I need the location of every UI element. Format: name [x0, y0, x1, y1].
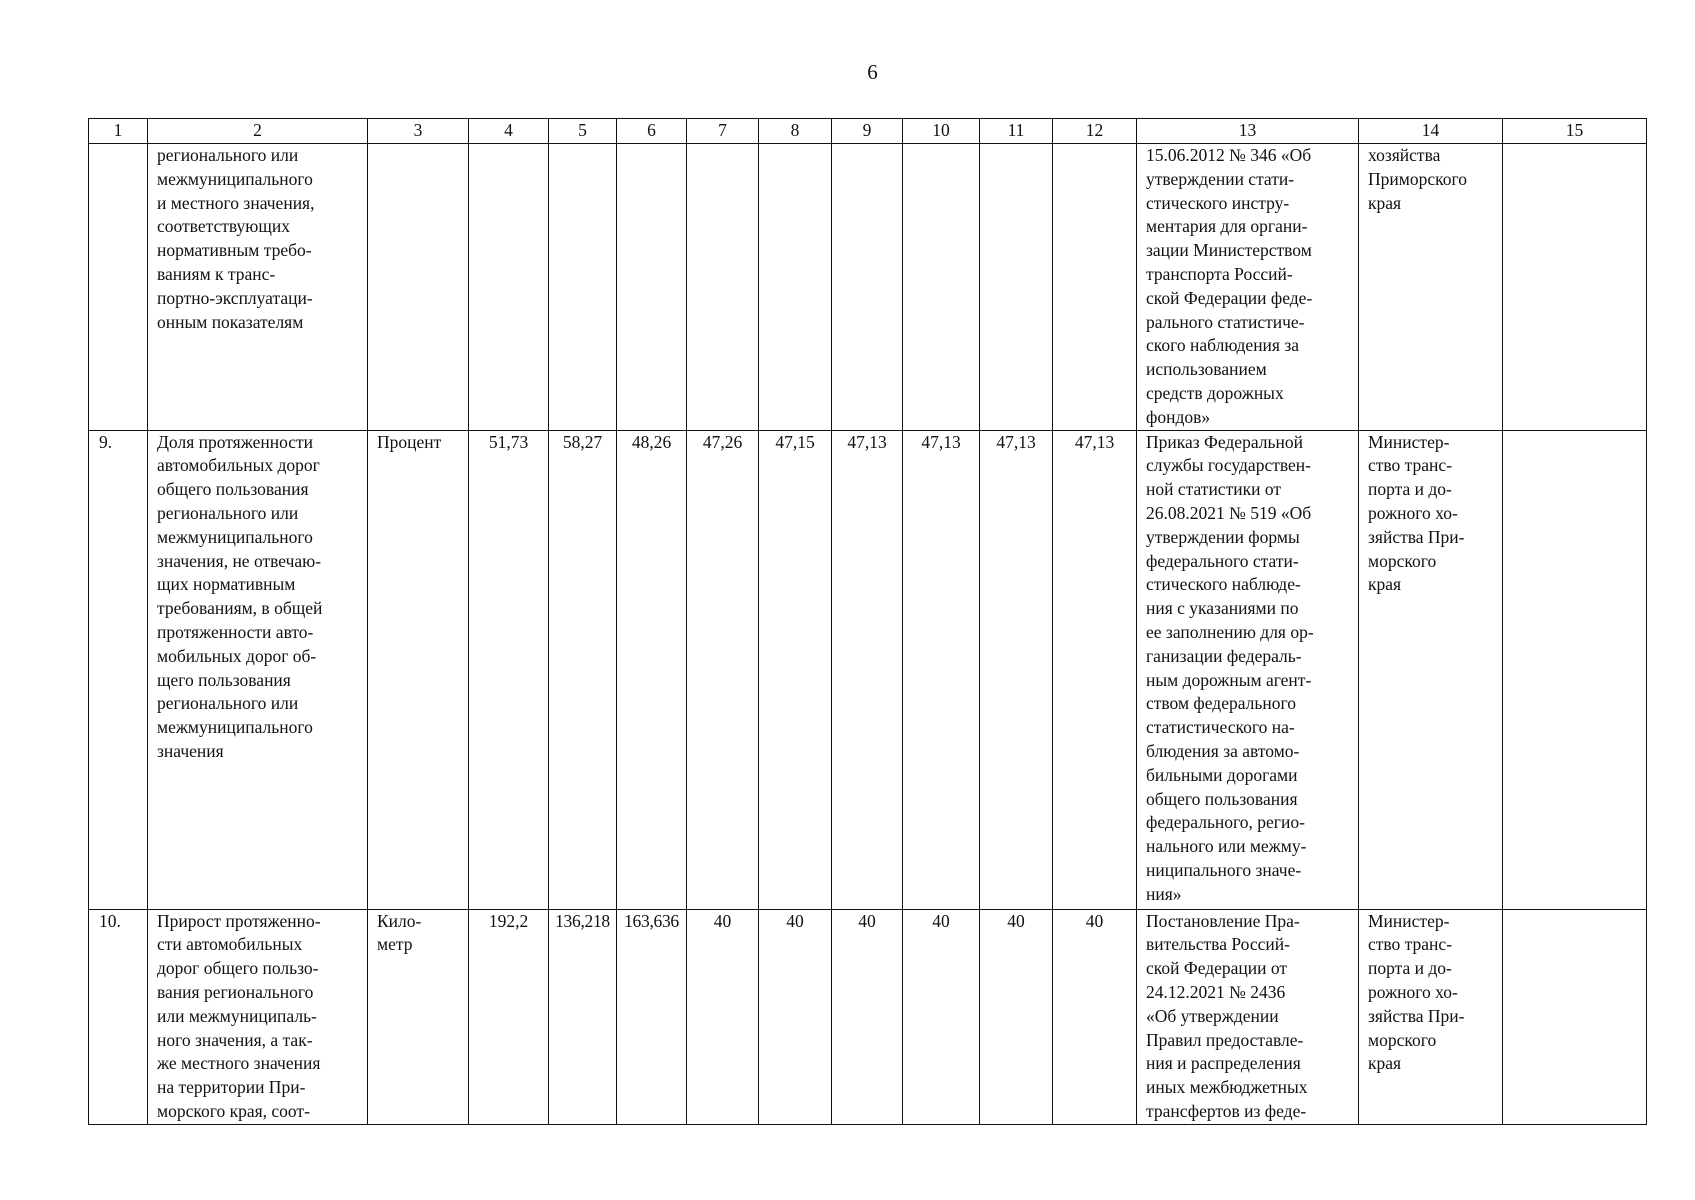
- column-number: 8: [759, 119, 832, 144]
- value-cell: [759, 144, 832, 431]
- indicators-table: [88, 118, 1647, 1125]
- value-cell: 40: [832, 909, 903, 1124]
- responsible-body: хозяйства Приморского края: [1359, 144, 1503, 431]
- unit: [368, 144, 469, 431]
- value-cell: [617, 144, 687, 431]
- unit: Процент: [368, 430, 469, 909]
- indicator-name: регионального или межмуниципального и местного значения, соответствующих нормативным требо- ваниям к транс- портно-эксплуатаци- онным показателям: [148, 144, 368, 431]
- page-number: 6: [867, 60, 878, 84]
- column-number: 2: [148, 119, 368, 144]
- column-number: 4: [469, 119, 549, 144]
- responsible-body: Министер- ство транс- порта и до- рожного хо- зяйства При- морского края: [1359, 430, 1503, 909]
- source-document: Постановление Пра- вительства Россий- ской Федерации от 24.12.2021 № 2436 «Об утверждении Правил предоставле- ния и распределения иных межбюджетных трансфертов из феде-: [1137, 909, 1359, 1124]
- value-cell: [549, 144, 617, 431]
- table-row: [89, 144, 1647, 431]
- value-cell: 51,73: [469, 430, 549, 909]
- value-cell: 163,636: [617, 909, 687, 1124]
- column-number: 14: [1359, 119, 1503, 144]
- table-header-row: [89, 119, 1647, 144]
- extra-cell: [1503, 909, 1647, 1124]
- value-cell: [469, 144, 549, 431]
- value-cell: [1053, 144, 1137, 431]
- unit: Кило- метр: [368, 909, 469, 1124]
- value-cell: 192,2: [469, 909, 549, 1124]
- extra-cell: [1503, 144, 1647, 431]
- responsible-body: Министер- ство транс- порта и до- рожного хо- зяйства При- морского края: [1359, 909, 1503, 1124]
- column-number: 5: [549, 119, 617, 144]
- value-cell: 47,13: [903, 430, 980, 909]
- source-document: Приказ Федеральной службы государствен- ной статистики от 26.08.2021 № 519 «Об утверждении формы федерального стати- стического наблюде- ния с указаниями по ее заполнению для ор- ганизации федераль- ным дорожным агент- ством федерального статистического на- блюдения за автомо- бильными дорогами общего пользования федерального, регио- нального или межму- ниципального значе- ния»: [1137, 430, 1359, 909]
- column-number: 9: [832, 119, 903, 144]
- column-number: 15: [1503, 119, 1647, 144]
- row-number: [89, 144, 148, 431]
- row-number: 9.: [89, 430, 148, 909]
- column-number: 1: [89, 119, 148, 144]
- table-row: [89, 909, 1647, 1124]
- value-cell: 47,13: [832, 430, 903, 909]
- extra-cell: [1503, 430, 1647, 909]
- value-cell: [687, 144, 759, 431]
- column-number: 11: [980, 119, 1053, 144]
- indicator-name: Доля протяженности автомобильных дорог общего пользования регионального или межмуниципального значения, не отвечаю- щих нормативным требованиям, в общей протяженности авто- мобильных дорог об- щего пользования регионального или межмуниципального значения: [148, 430, 368, 909]
- value-cell: 40: [980, 909, 1053, 1124]
- value-cell: 136,218: [549, 909, 617, 1124]
- column-number: 10: [903, 119, 980, 144]
- indicator-name: Прирост протяженно- сти автомобильных дорог общего пользо- вания регионального или межмуниципаль- ного значения, а так- же местного значения на территории При- морского края, соот-: [148, 909, 368, 1124]
- table-row: [89, 430, 1647, 909]
- value-cell: 40: [903, 909, 980, 1124]
- row-number: 10.: [89, 909, 148, 1124]
- value-cell: [903, 144, 980, 431]
- column-number: 13: [1137, 119, 1359, 144]
- value-cell: 40: [759, 909, 832, 1124]
- column-number: 7: [687, 119, 759, 144]
- value-cell: [832, 144, 903, 431]
- value-cell: 47,26: [687, 430, 759, 909]
- value-cell: 47,15: [759, 430, 832, 909]
- value-cell: 47,13: [980, 430, 1053, 909]
- value-cell: 40: [1053, 909, 1137, 1124]
- value-cell: 48,26: [617, 430, 687, 909]
- value-cell: 58,27: [549, 430, 617, 909]
- value-cell: 47,13: [1053, 430, 1137, 909]
- column-number: 12: [1053, 119, 1137, 144]
- value-cell: 40: [687, 909, 759, 1124]
- source-document: 15.06.2012 № 346 «Об утверждении стати- стического инстру- ментария для органи- зации Министерством транспорта Россий- ской Федерации феде- рального статистиче- ского наблюдения за использованием средств дорожных фондов»: [1137, 144, 1359, 431]
- column-number: 3: [368, 119, 469, 144]
- value-cell: [980, 144, 1053, 431]
- column-number: 6: [617, 119, 687, 144]
